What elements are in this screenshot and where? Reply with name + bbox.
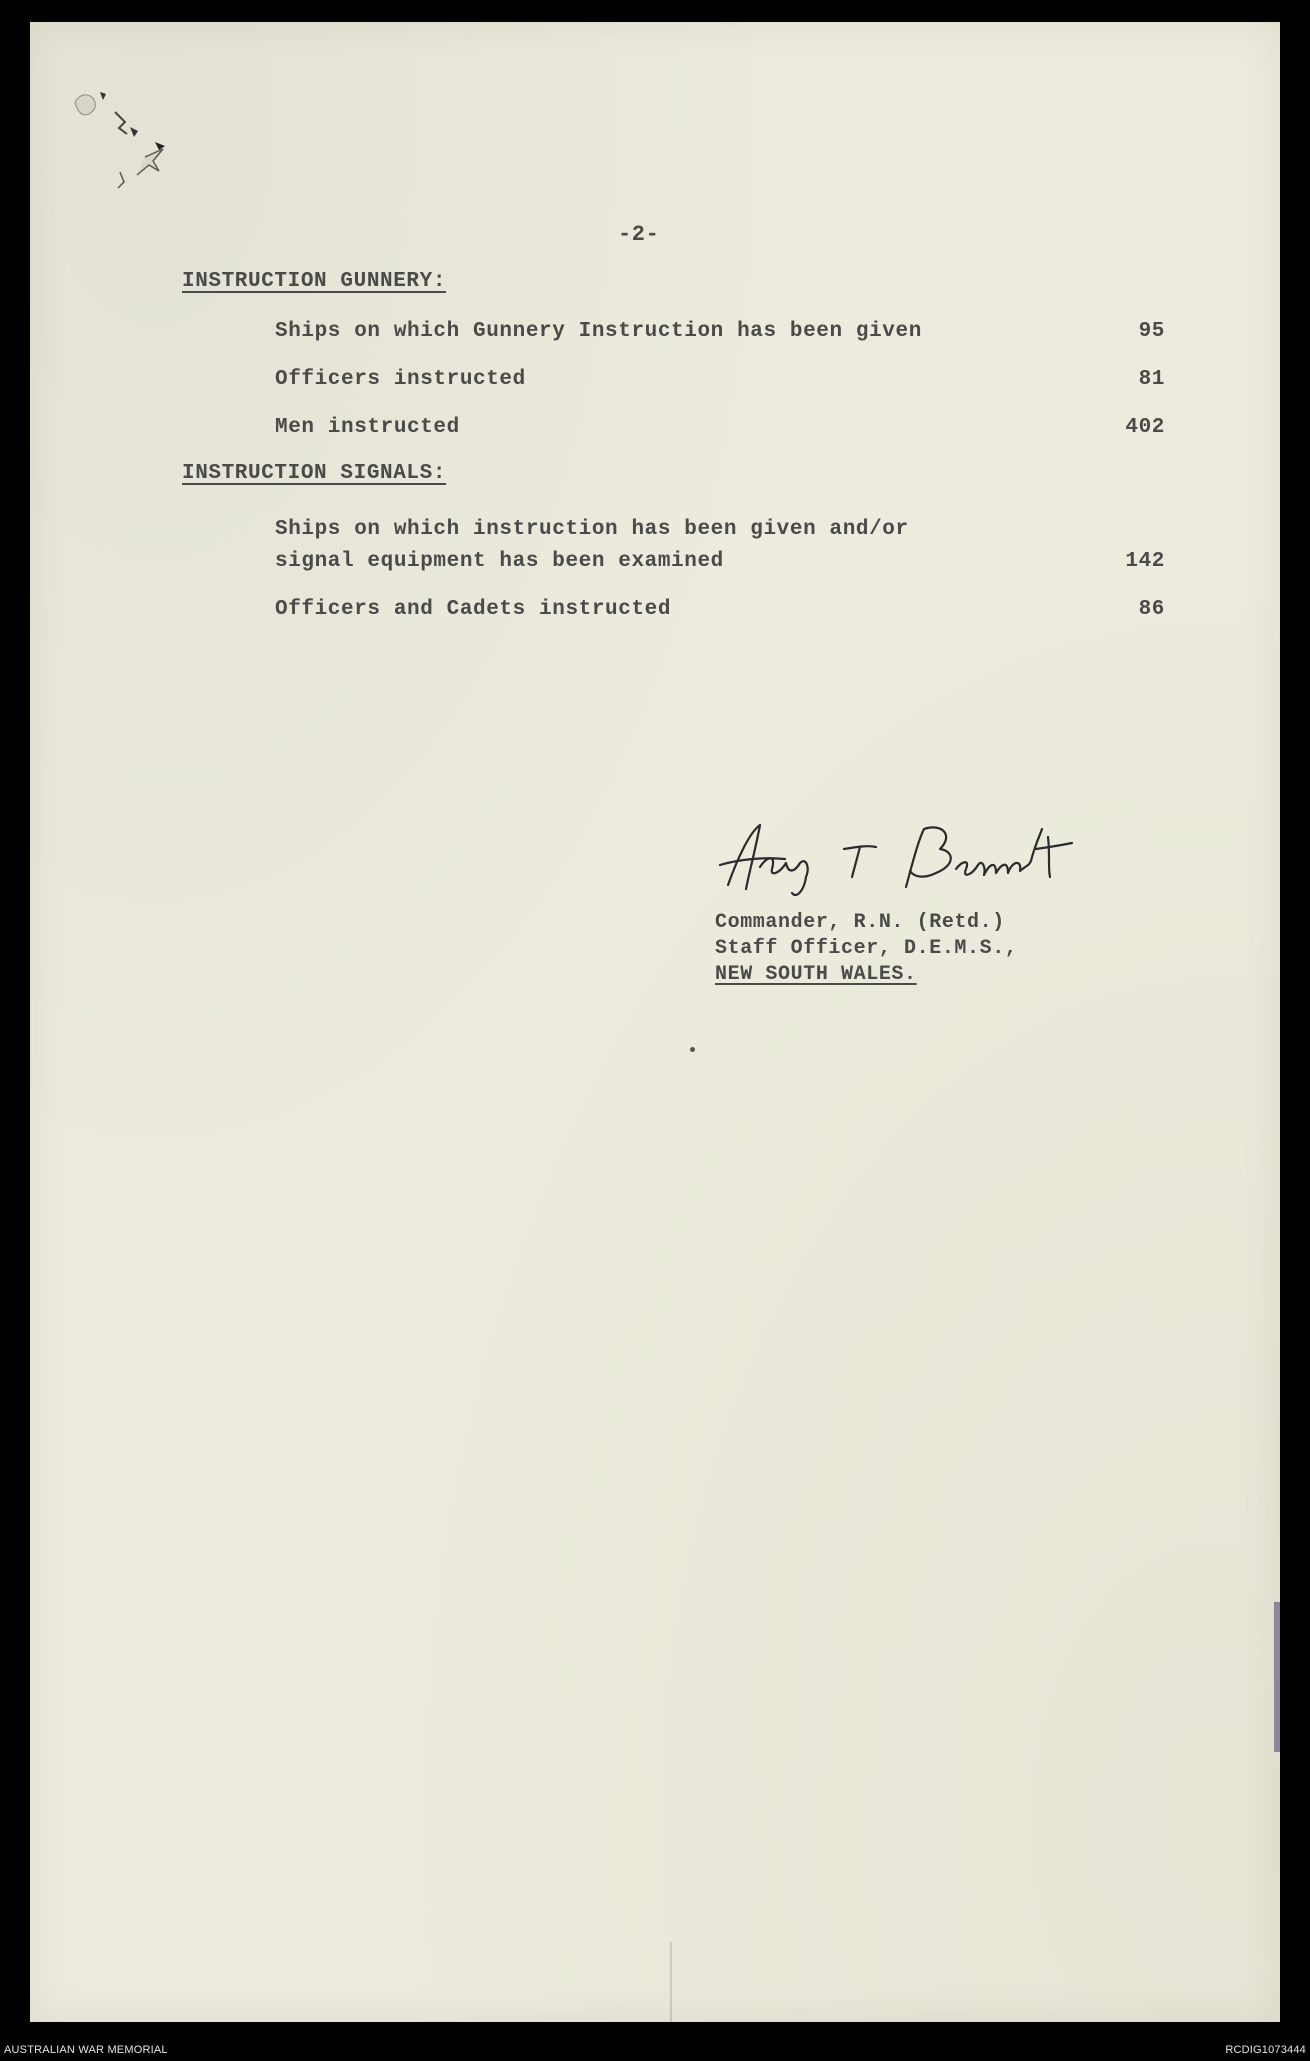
gunnery-row-ships-label: Ships on which Gunnery Instruction has been given xyxy=(275,320,922,343)
signals-row-ships-value: 142 xyxy=(1125,550,1165,573)
gunnery-row-ships-value: 95 xyxy=(1138,320,1165,343)
page-number: -2- xyxy=(618,222,660,247)
handwritten-signature xyxy=(710,807,1150,907)
fold-crease xyxy=(670,1942,672,2022)
signals-row-officers-value: 86 xyxy=(1138,598,1165,621)
gunnery-heading: INSTRUCTION GUNNERY: xyxy=(182,270,447,293)
footer-credit: AUSTRALIAN WAR MEMORIAL xyxy=(4,2044,168,2056)
signals-row-ships-label: Ships on which instruction has been given and/or signal equipment has been examined xyxy=(275,518,909,573)
signature-title-line1: Commander, R.N. (Retd.) xyxy=(715,911,1005,934)
gunnery-row-officers-label: Officers instructed xyxy=(275,368,526,391)
signals-heading: INSTRUCTION SIGNALS: xyxy=(182,462,447,485)
paper-speck xyxy=(690,1047,695,1052)
gunnery-row-men-value: 402 xyxy=(1125,416,1165,439)
footer-reference-id: RCDIG1073444 xyxy=(1225,2044,1306,2056)
signature-title-line3: NEW SOUTH WALES. xyxy=(715,963,917,986)
document-page xyxy=(30,22,1280,2022)
signature-title-line2: Staff Officer, D.E.M.S., xyxy=(715,937,1018,960)
gunnery-row-officers-value: 81 xyxy=(1138,368,1165,391)
punch-hole-damage xyxy=(60,72,170,192)
signals-row-officers-label: Officers and Cadets instructed xyxy=(275,598,672,621)
edge-stain xyxy=(1274,1602,1280,1752)
gunnery-row-men-label: Men instructed xyxy=(275,416,460,439)
